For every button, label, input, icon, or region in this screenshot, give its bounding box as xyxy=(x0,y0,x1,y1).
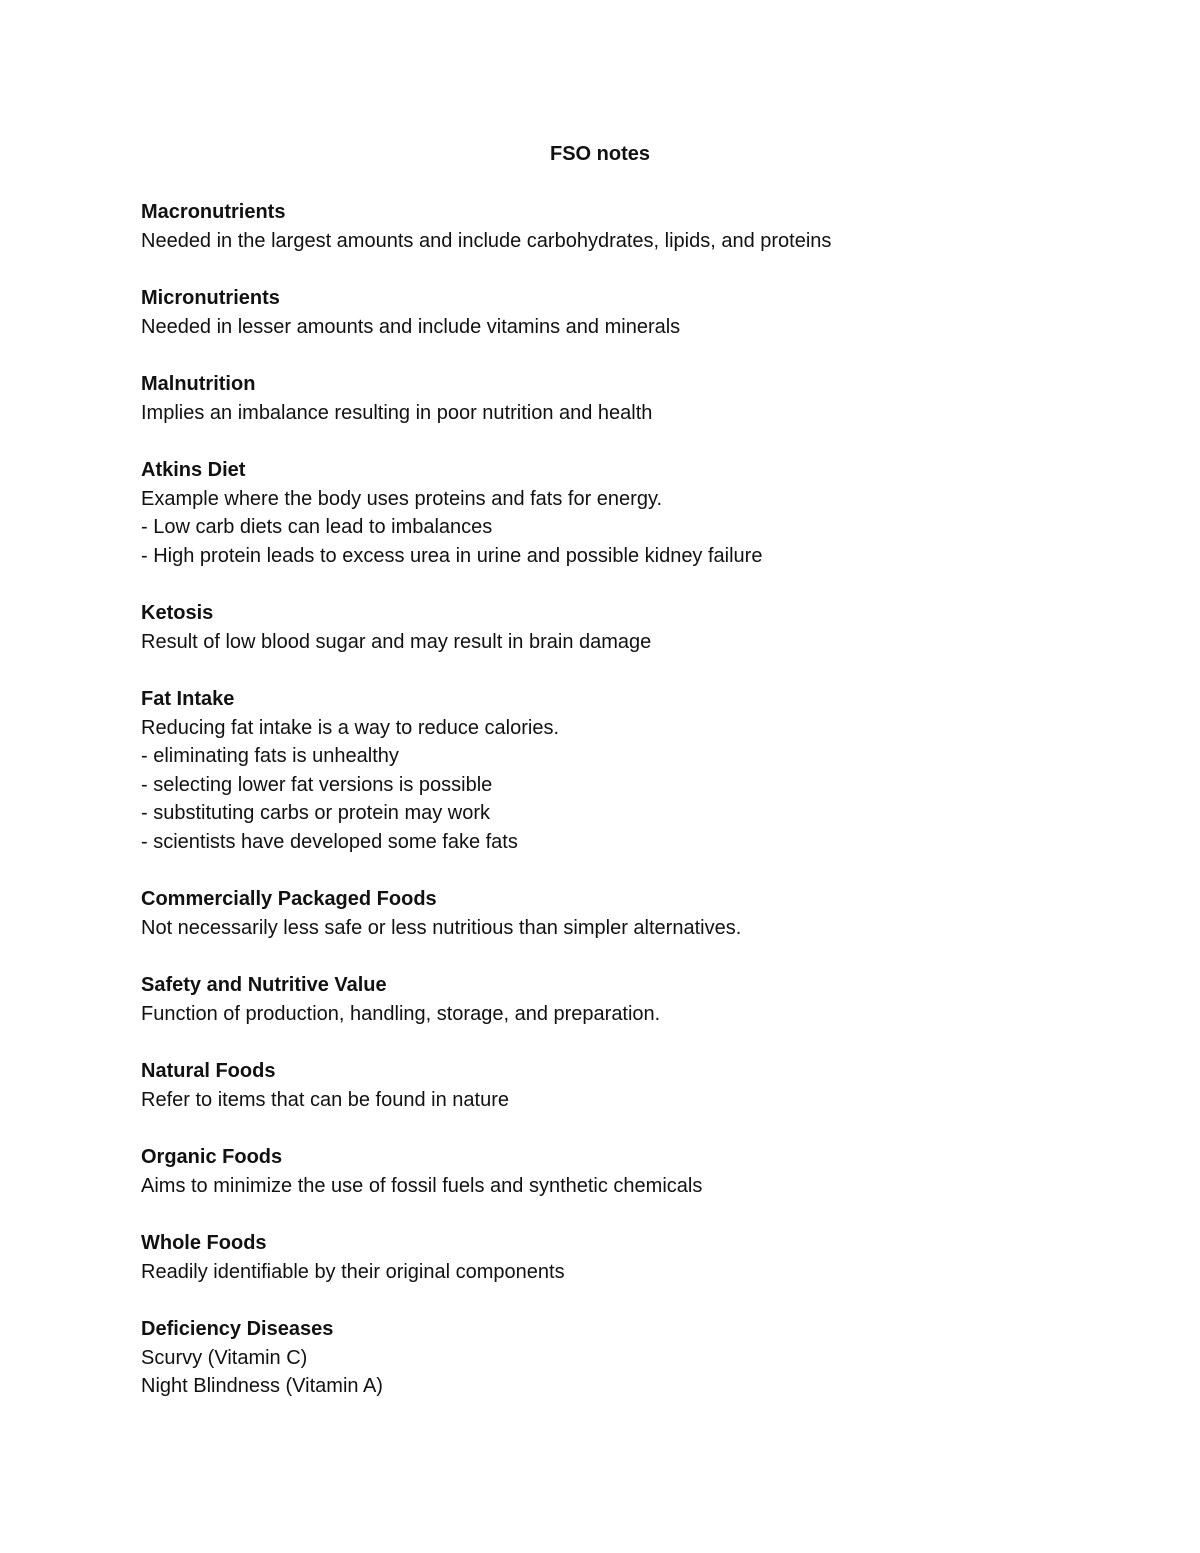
note-line: Readily identifiable by their original components xyxy=(141,1260,565,1283)
note-section-atkins-diet xyxy=(141,456,1121,570)
note-section-whole-foods xyxy=(141,1229,1121,1286)
note-section-fat-intake xyxy=(141,685,1121,856)
note-term: Micronutrients xyxy=(141,287,280,309)
document-title: FSO notes xyxy=(549,143,650,165)
note-bullet: - selecting lower fat versions is possible xyxy=(141,773,493,796)
note-section-safety-nutritive-value xyxy=(141,971,1121,1028)
note-line: Not necessarily less safe or less nutritious than simpler alternatives. xyxy=(141,916,742,939)
note-term: Safety and Nutritive Value xyxy=(141,974,387,996)
note-line: Reducing fat intake is a way to reduce calories. xyxy=(141,716,559,739)
note-term: Malnutrition xyxy=(141,373,256,395)
note-line: Aims to minimize the use of fossil fuels and synthetic chemicals xyxy=(141,1174,703,1197)
note-term: Ketosis xyxy=(141,602,214,624)
note-bullet: - scientists have developed some fake fats xyxy=(141,830,518,853)
note-term: Fat Intake xyxy=(141,688,235,710)
note-section-micronutrients xyxy=(141,284,1121,341)
note-section-organic-foods xyxy=(141,1143,1121,1200)
note-section-deficiency-diseases xyxy=(141,1315,1121,1401)
note-term: Deficiency Diseases xyxy=(141,1318,334,1340)
note-line: Scurvy (Vitamin C) xyxy=(141,1346,308,1369)
note-line: Needed in lesser amounts and include vitamins and minerals xyxy=(141,315,681,338)
note-term: Whole Foods xyxy=(141,1232,267,1254)
notes-list xyxy=(141,198,1121,1430)
note-section-commercially-packaged-foods xyxy=(141,885,1121,942)
note-section-natural-foods xyxy=(141,1057,1121,1114)
note-line: Result of low blood sugar and may result in brain damage xyxy=(141,630,652,653)
note-line: Example where the body uses proteins and fats for energy. xyxy=(141,487,663,510)
note-line: Night Blindness (Vitamin A) xyxy=(141,1375,383,1397)
note-line: Needed in the largest amounts and include carbohydrates, lipids, and proteins xyxy=(141,229,832,252)
note-line: Implies an imbalance resulting in poor nutrition and health xyxy=(141,401,653,424)
note-bullet: - substituting carbs or protein may work xyxy=(141,802,491,824)
note-section-macronutrients xyxy=(141,198,1121,255)
note-term: Atkins Diet xyxy=(141,459,246,481)
note-line: Refer to items that can be found in nature xyxy=(141,1088,509,1111)
note-section-malnutrition xyxy=(141,370,1121,427)
note-term: Organic Foods xyxy=(141,1146,283,1168)
note-term: Macronutrients xyxy=(141,201,286,223)
note-bullet: - Low carb diets can lead to imbalances xyxy=(141,516,493,538)
note-line: Function of production, handling, storage, and preparation. xyxy=(141,1002,661,1025)
note-term: Commercially Packaged Foods xyxy=(141,888,437,910)
note-bullet: - High protein leads to excess urea in urine and possible kidney failure xyxy=(141,544,763,567)
note-section-ketosis xyxy=(141,599,1121,656)
note-term: Natural Foods xyxy=(141,1060,276,1082)
note-bullet: - eliminating fats is unhealthy xyxy=(141,745,399,767)
